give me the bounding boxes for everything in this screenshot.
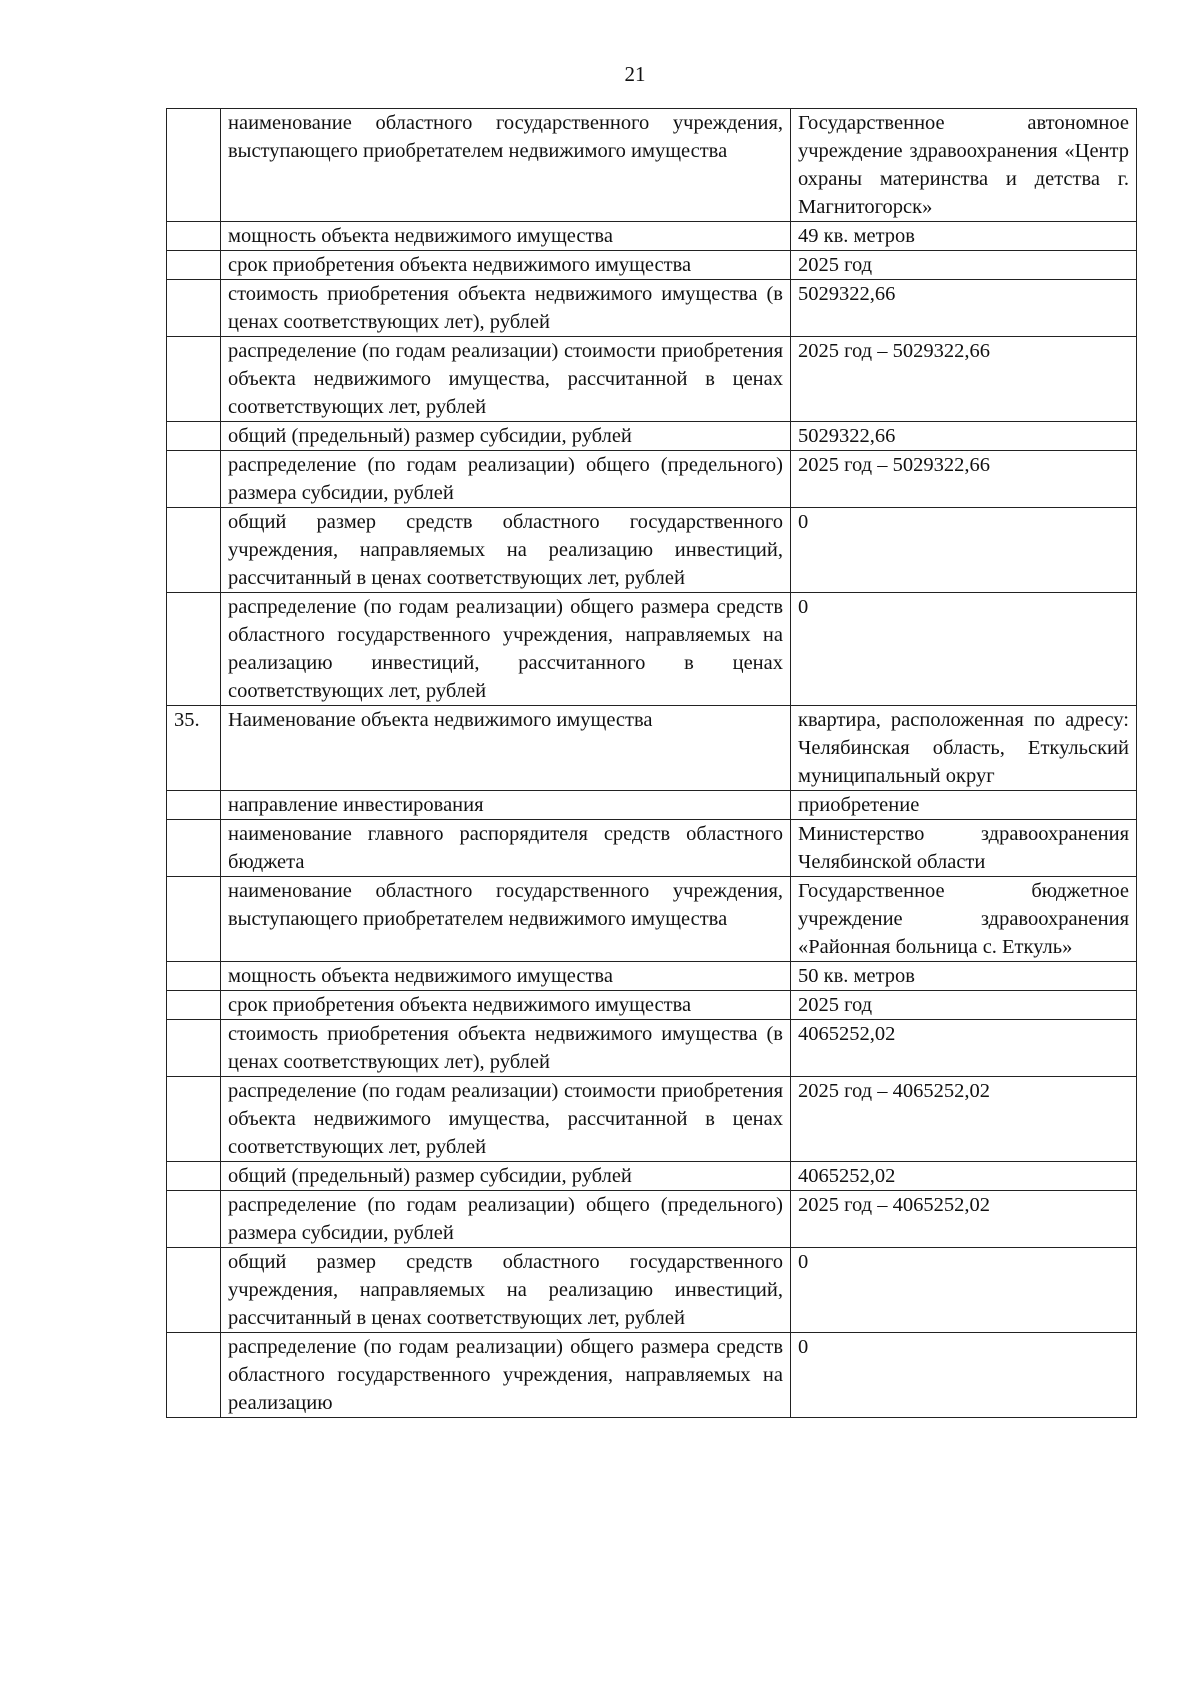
row-label: общий (предельный) размер субсидии, рублей [221, 1162, 791, 1191]
row-value: приобретение [791, 791, 1137, 820]
row-value: квартира, расположенная по адресу: Челябинская область, Еткульский муниципальный округ [791, 706, 1137, 791]
investment-table [166, 108, 1137, 1418]
row-label: общий (предельный) размер субсидии, рублей [221, 422, 791, 451]
row-value: 2025 год [791, 251, 1137, 280]
row-value: 4065252,02 [791, 1162, 1137, 1191]
row-number [167, 991, 221, 1020]
table-row [167, 820, 1137, 877]
row-label: срок приобретения объекта недвижимого имущества [221, 991, 791, 1020]
row-label: мощность объекта недвижимого имущества [221, 222, 791, 251]
row-label: распределение (по годам реализации) общего (предельного) размера субсидии, рублей [221, 1191, 791, 1248]
row-label: общий размер средств областного государственного учреждения, направляемых на реализацию инвестиций, рассчитанный в ценах соответствующих лет, рублей [221, 508, 791, 593]
row-value: Министерство здравоохранения Челябинской области [791, 820, 1137, 877]
row-number [167, 280, 221, 337]
table-row [167, 791, 1137, 820]
row-label: Наименование объекта недвижимого имущества [221, 706, 791, 791]
row-number [167, 251, 221, 280]
row-value: 0 [791, 508, 1137, 593]
row-label: наименование областного государственного учреждения, выступающего приобретателем недвижимого имущества [221, 877, 791, 962]
row-value: 0 [791, 1333, 1137, 1418]
row-value: 2025 год – 4065252,02 [791, 1191, 1137, 1248]
table-row [167, 337, 1137, 422]
row-label: общий размер средств областного государственного учреждения, направляемых на реализацию инвестиций, рассчитанный в ценах соответствующих лет, рублей [221, 1248, 791, 1333]
row-label: мощность объекта недвижимого имущества [221, 962, 791, 991]
row-value: 0 [791, 1248, 1137, 1333]
row-value: 2025 год – 5029322,66 [791, 451, 1137, 508]
row-label: распределение (по годам реализации) общего размера средств областного государственного учреждения, направляемых на реализацию инвестиций, рассчитанного в ценах соответствующих лет, рублей [221, 593, 791, 706]
row-number [167, 1333, 221, 1418]
table-row [167, 1248, 1137, 1333]
table-row [167, 962, 1137, 991]
row-label: стоимость приобретения объекта недвижимого имущества (в ценах соответствующих лет), рублей [221, 280, 791, 337]
row-value: 2025 год – 5029322,66 [791, 337, 1137, 422]
row-label: распределение (по годам реализации) общего размера средств областного государственного учреждения, направляемых на реализацию [221, 1333, 791, 1418]
row-value: 0 [791, 593, 1137, 706]
row-number [167, 109, 221, 222]
row-value: Государственное автономное учреждение здравоохранения «Центр охраны материнства и детства г. Магнитогорск» [791, 109, 1137, 222]
row-value: 2025 год – 4065252,02 [791, 1077, 1137, 1162]
table-row [167, 706, 1137, 791]
table-row [167, 422, 1137, 451]
row-value: 49 кв. метров [791, 222, 1137, 251]
table-row [167, 109, 1137, 222]
row-number [167, 1191, 221, 1248]
row-number [167, 791, 221, 820]
row-number [167, 508, 221, 593]
table-row [167, 451, 1137, 508]
table-row [167, 1333, 1137, 1418]
table-row [167, 1020, 1137, 1077]
row-value: 2025 год [791, 991, 1137, 1020]
table-row [167, 991, 1137, 1020]
table-row [167, 251, 1137, 280]
table-row [167, 877, 1137, 962]
table-row [167, 1162, 1137, 1191]
row-number [167, 451, 221, 508]
row-label: наименование областного государственного учреждения, выступающего приобретателем недвижимого имущества [221, 109, 791, 222]
row-label: стоимость приобретения объекта недвижимого имущества (в ценах соответствующих лет), рублей [221, 1020, 791, 1077]
table-row [167, 222, 1137, 251]
row-value: 4065252,02 [791, 1020, 1137, 1077]
row-number [167, 820, 221, 877]
row-number [167, 222, 221, 251]
row-value: Государственное бюджетное учреждение здравоохранения «Районная больница с. Еткуль» [791, 877, 1137, 962]
table-row [167, 1077, 1137, 1162]
row-number [167, 877, 221, 962]
row-label: распределение (по годам реализации) стоимости приобретения объекта недвижимого имущества, рассчитанной в ценах соответствующих лет, рублей [221, 337, 791, 422]
row-value: 50 кв. метров [791, 962, 1137, 991]
table-row [167, 593, 1137, 706]
row-label: срок приобретения объекта недвижимого имущества [221, 251, 791, 280]
row-number [167, 1077, 221, 1162]
table-row [167, 508, 1137, 593]
row-number [167, 593, 221, 706]
row-label: наименование главного распорядителя средств областного бюджета [221, 820, 791, 877]
row-number [167, 1020, 221, 1077]
row-number: 35. [167, 706, 221, 791]
row-number [167, 1162, 221, 1191]
row-label: распределение (по годам реализации) общего (предельного) размера субсидии, рублей [221, 451, 791, 508]
table-row [167, 1191, 1137, 1248]
row-number [167, 1248, 221, 1333]
table-row [167, 280, 1137, 337]
row-number [167, 962, 221, 991]
row-label: направление инвестирования [221, 791, 791, 820]
page-number: 21 [624, 62, 646, 86]
row-number [167, 337, 221, 422]
row-label: распределение (по годам реализации) стоимости приобретения объекта недвижимого имущества, рассчитанной в ценах соответствующих лет, рублей [221, 1077, 791, 1162]
row-value: 5029322,66 [791, 280, 1137, 337]
row-number [167, 422, 221, 451]
row-value: 5029322,66 [791, 422, 1137, 451]
